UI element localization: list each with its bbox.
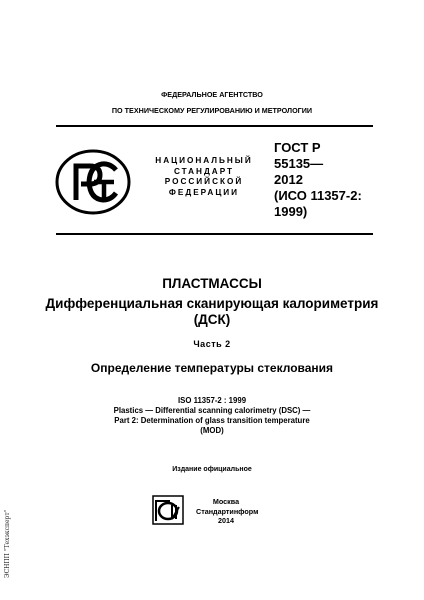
agency-subtitle: ПО ТЕХНИЧЕСКОМУ РЕГУЛИРОВАНИЮ И МЕТРОЛОГИИ xyxy=(111,106,313,115)
side-watermark: ЭСНПП "Техэксперт" xyxy=(4,509,11,578)
publisher-city: Москва xyxy=(212,497,240,506)
iso-line: Plastics — Differential scanning calorimetry (DSC) — xyxy=(113,406,311,415)
iso-line: (MOD) xyxy=(200,426,224,435)
agency-title: ФЕДЕРАЛЬНОЕ АГЕНТСТВО xyxy=(161,90,263,99)
document-subtitle: Определение температуры стеклования xyxy=(90,361,334,375)
national-standard-label xyxy=(144,156,264,198)
rst-certification-mark-icon xyxy=(54,148,132,216)
part-number: Часть 2 xyxy=(193,339,231,349)
publisher-info xyxy=(196,497,259,526)
national-line: ФЕДЕРАЦИИ xyxy=(168,187,240,197)
iso-reference xyxy=(0,396,424,436)
national-line: НАЦИОНАЛЬНЫЙ xyxy=(155,156,253,165)
publisher-name: Стандартинформ xyxy=(196,506,259,516)
national-line: СТАНДАРТ xyxy=(173,166,235,176)
document-title-line3: (ДСК) xyxy=(193,312,231,327)
designation-line: 1999) xyxy=(274,204,308,219)
edition-label: Издание официальное xyxy=(172,466,252,473)
designation-line: (ИСО 11357-2: xyxy=(274,188,362,203)
document-title-line2: Дифференциальная сканирующая калориметрия xyxy=(45,296,379,311)
middle-divider xyxy=(56,233,373,235)
document-title: ПЛАСТМАССЫ xyxy=(162,276,262,291)
designation-line: ГОСТ Р xyxy=(274,140,321,155)
publication-year: 2014 xyxy=(218,516,234,525)
national-line: РОССИЙСКОЙ xyxy=(164,177,244,186)
iso-line: ISO 11357-2 : 1999 xyxy=(177,396,247,405)
standard-designation xyxy=(274,140,384,220)
top-divider xyxy=(56,125,373,127)
designation-line: 55135— xyxy=(274,156,324,171)
standartinform-logo-icon xyxy=(152,495,184,525)
iso-line: Part 2: Determination of glass transition temperature xyxy=(114,416,310,425)
designation-line: 2012 xyxy=(274,172,303,187)
